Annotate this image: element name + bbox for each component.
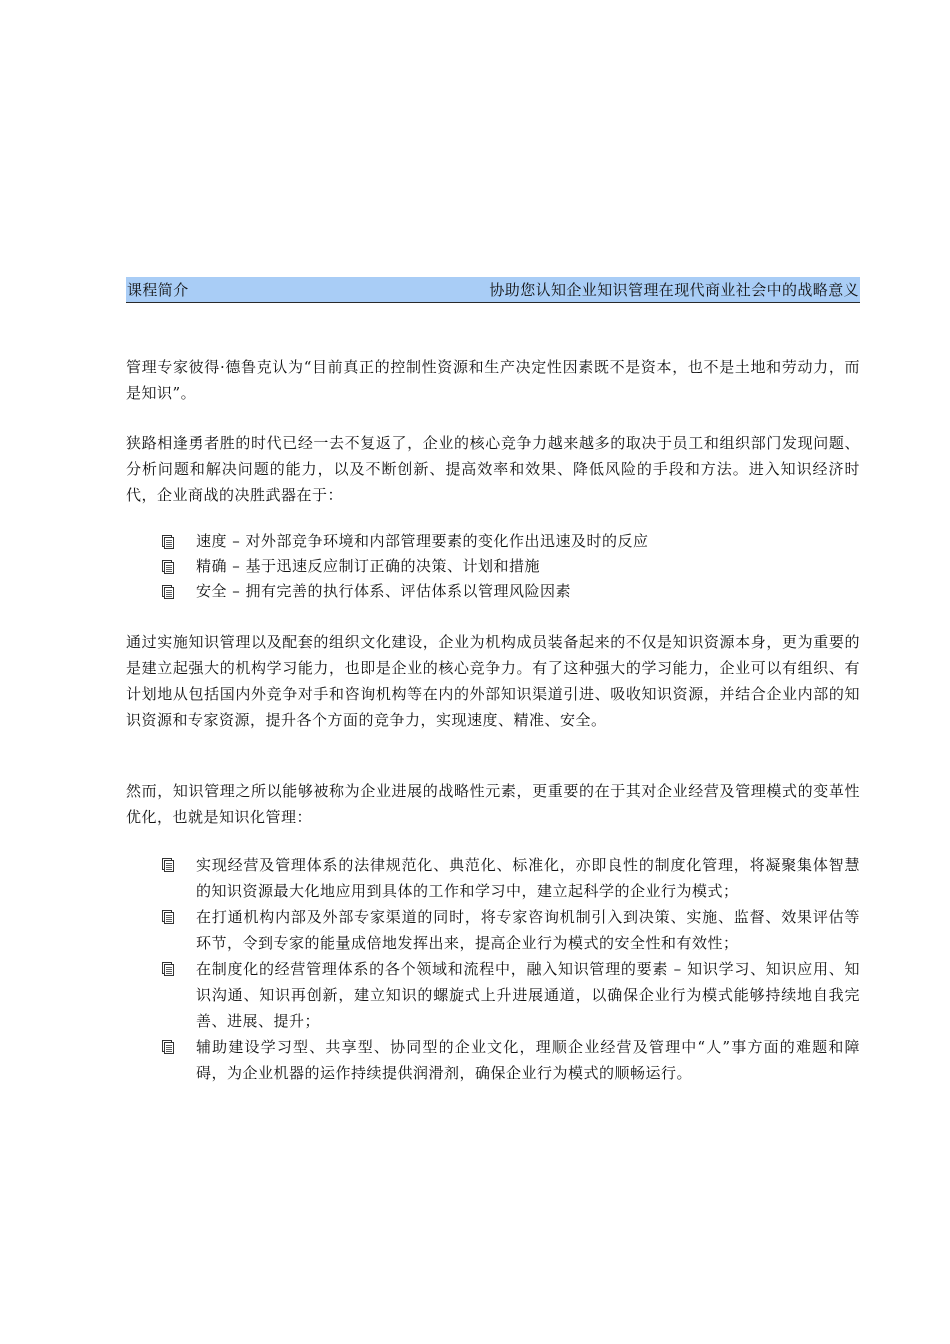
document-icon [162, 585, 174, 599]
bullet-list-optimization [160, 852, 860, 1086]
list-item [160, 904, 860, 956]
bullet-text: 速度 – 对外部竞争环境和内部管理要素的变化作出迅速及时的反应 [196, 532, 649, 550]
list-item [160, 956, 860, 1034]
list-item [160, 529, 860, 554]
bullet-text: 在制度化的经营管理体系的各个领域和流程中，融入知识管理的要素 – 知识学习、知识应用、知识沟通、知识再创新，建立知识的螺旋式上升进展通道，以确保企业行为模式能够持续地自我完善、进展、提升； [196, 960, 860, 1030]
document-icon [162, 962, 174, 976]
document-icon [162, 560, 174, 574]
paragraph-competition: 狭路相逢勇者胜的时代已经一去不复返了，企业的核心竞争力越来越多的取决于员工和组织部门发现问题、分析问题和解决问题的能力，以及不断创新、提高效率和效果、降低风险的手段和方法。进入知识经济时代，企业商战的决胜武器在于： [126, 434, 860, 504]
section-title: 课程简介 [127, 280, 189, 299]
bullet-text: 在打通机构内部及外部专家渠道的同时，将专家咨询机制引入到决策、实施、监督、效果评估等环节，令到专家的能量成倍地发挥出来，提高企业行为模式的安全性和有效性； [196, 908, 860, 952]
document-icon [162, 910, 174, 924]
paragraph-intro: 管理专家彼得·德鲁克认为“目前真正的控制性资源和生产决定性因素既不是资本，也不是土地和劳动力，而是知识”。 [126, 358, 860, 402]
document-icon [162, 1040, 174, 1054]
section-subtitle: 协助您认知企业知识管理在现代商业社会中的战略意义 [489, 280, 859, 299]
section-header [126, 277, 860, 303]
bullet-text: 实现经营及管理体系的法律规范化、典范化、标准化，亦即良性的制度化管理，将凝聚集体智慧的知识资源最大化地应用到具体的工作和学习中，建立起科学的企业行为模式； [196, 856, 860, 900]
bullet-list-weapons [160, 529, 860, 604]
document-icon [162, 535, 174, 549]
paragraph-strategic: 然而，知识管理之所以能够被称为企业进展的战略性元素，更重要的在于其对企业经营及管理模式的变革性优化，也就是知识化管理： [126, 782, 860, 826]
list-item [160, 554, 860, 579]
bullet-text: 精确 – 基于迅速反应制订正确的决策、计划和措施 [196, 557, 541, 575]
list-item [160, 852, 860, 904]
bullet-text: 辅助建设学习型、共享型、协同型的企业文化，理顺企业经营及管理中“人”事方面的难题和障碍，为企业机器的运作持续提供润滑剂，确保企业行为模式的顺畅运行。 [196, 1038, 860, 1082]
paragraph-knowledge-management: 通过实施知识管理以及配套的组织文化建设，企业为机构成员装备起来的不仅是知识资源本身，更为重要的是建立起强大的机构学习能力，也即是企业的核心竞争力。有了这种强大的学习能力，企业可以有组织、有计划地从包括国内外竞争对手和咨询机构等在内的外部知识渠道引进、吸收知识资源，并结合企业内部的知识资源和专家资源，提升各个方面的竞争力，实现速度、精准、安全。 [126, 633, 860, 729]
list-item [160, 579, 860, 604]
bullet-text: 安全 – 拥有完善的执行体系、评估体系以管理风险因素 [196, 582, 572, 600]
list-item [160, 1034, 860, 1086]
document-icon [162, 858, 174, 872]
